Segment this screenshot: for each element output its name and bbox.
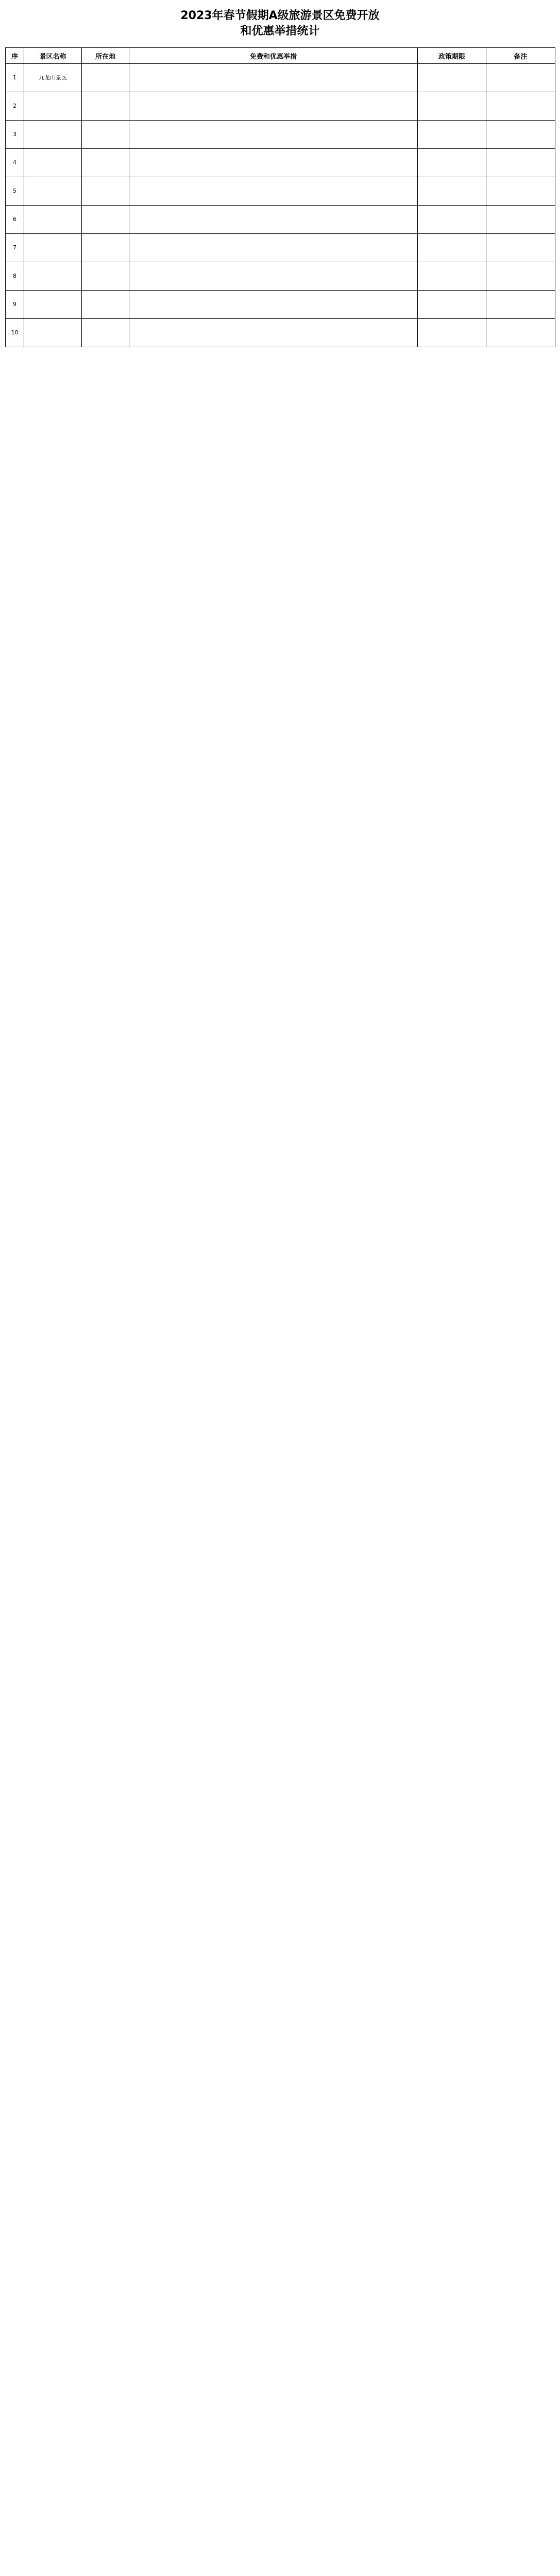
cell-location xyxy=(82,64,129,92)
cell-no: 2 xyxy=(6,92,24,121)
cell-policy xyxy=(129,206,418,234)
scenic-area-table xyxy=(5,47,555,347)
cell-note xyxy=(486,149,555,177)
table-row xyxy=(6,121,555,149)
cell-date xyxy=(418,262,486,291)
cell-date xyxy=(418,291,486,319)
cell-location xyxy=(82,206,129,234)
header-no: 序 xyxy=(6,48,24,64)
cell-note xyxy=(486,121,555,149)
cell-location xyxy=(82,92,129,121)
cell-note xyxy=(486,291,555,319)
cell-date xyxy=(418,121,486,149)
cell-name xyxy=(24,319,82,347)
cell-note xyxy=(486,262,555,291)
cell-location xyxy=(82,177,129,206)
cell-name: 九龙山景区 xyxy=(24,64,82,92)
cell-date xyxy=(418,64,486,92)
cell-no: 10 xyxy=(6,319,24,347)
cell-name xyxy=(24,206,82,234)
cell-note xyxy=(486,319,555,347)
cell-no: 5 xyxy=(6,177,24,206)
cell-date xyxy=(418,177,486,206)
header-date: 政策期限 xyxy=(418,48,486,64)
cell-location xyxy=(82,149,129,177)
cell-policy xyxy=(129,319,418,347)
cell-name xyxy=(24,234,82,262)
table-row xyxy=(6,206,555,234)
cell-note xyxy=(486,92,555,121)
cell-no: 8 xyxy=(6,262,24,291)
cell-date xyxy=(418,92,486,121)
table-row xyxy=(6,262,555,291)
cell-note xyxy=(486,206,555,234)
cell-name xyxy=(24,121,82,149)
table-row xyxy=(6,92,555,121)
cell-policy xyxy=(129,92,418,121)
cell-policy xyxy=(129,291,418,319)
cell-name xyxy=(24,291,82,319)
cell-policy xyxy=(129,177,418,206)
cell-date xyxy=(418,319,486,347)
header-location: 所在地 xyxy=(82,48,129,64)
document-title: 2023年春节假期A级旅游景区免费开放 xyxy=(180,9,380,22)
cell-policy xyxy=(129,262,418,291)
cell-location xyxy=(82,291,129,319)
cell-no: 4 xyxy=(6,149,24,177)
cell-name xyxy=(24,92,82,121)
table-row xyxy=(6,177,555,206)
table-row xyxy=(6,234,555,262)
table-body xyxy=(6,64,555,347)
cell-date xyxy=(418,206,486,234)
header-note: 备注 xyxy=(486,48,555,64)
cell-date xyxy=(418,234,486,262)
table-row xyxy=(6,149,555,177)
cell-note xyxy=(486,234,555,262)
header-policy: 免费和优惠举措 xyxy=(129,48,418,64)
cell-location xyxy=(82,121,129,149)
table-header-row xyxy=(6,48,555,64)
cell-name xyxy=(24,262,82,291)
cell-policy xyxy=(129,234,418,262)
cell-policy xyxy=(129,149,418,177)
cell-policy xyxy=(129,121,418,149)
cell-note xyxy=(486,177,555,206)
cell-no: 3 xyxy=(6,121,24,149)
cell-name xyxy=(24,177,82,206)
title-block xyxy=(5,0,555,47)
cell-no: 7 xyxy=(6,234,24,262)
cell-policy xyxy=(129,64,418,92)
cell-location xyxy=(82,319,129,347)
cell-date xyxy=(418,149,486,177)
table-row xyxy=(6,291,555,319)
cell-location xyxy=(82,234,129,262)
cell-location xyxy=(82,262,129,291)
document-subtitle: 和优惠举措统计 xyxy=(240,25,320,38)
cell-no: 1 xyxy=(6,64,24,92)
cell-note xyxy=(486,64,555,92)
cell-name xyxy=(24,149,82,177)
header-name: 景区名称 xyxy=(24,48,82,64)
table-row xyxy=(6,319,555,347)
cell-no: 9 xyxy=(6,291,24,319)
table-row xyxy=(6,64,555,92)
cell-no: 6 xyxy=(6,206,24,234)
